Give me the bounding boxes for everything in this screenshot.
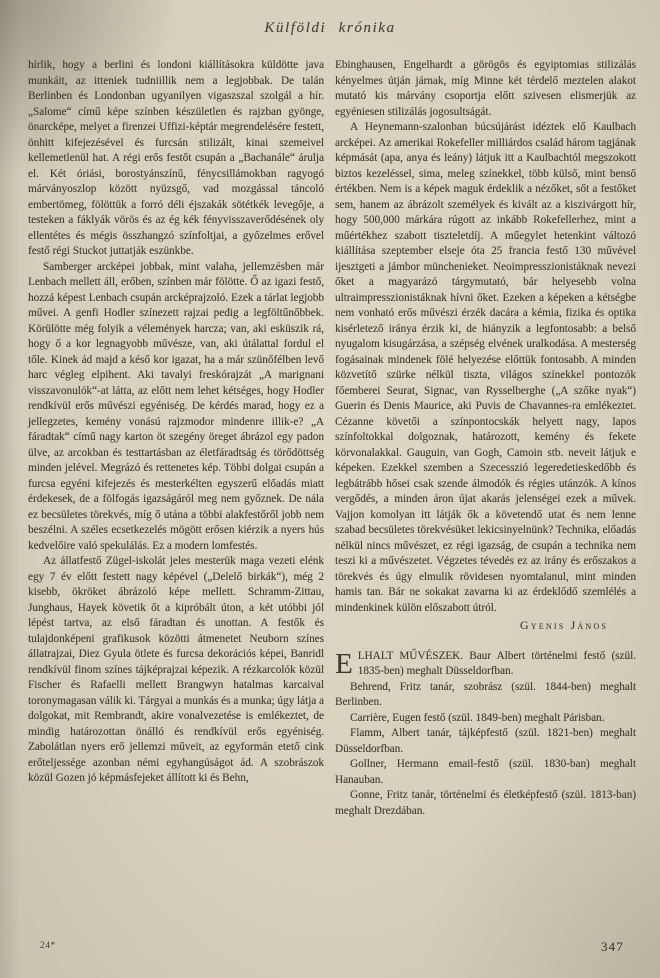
paragraph: Az állatfestő Zügel-iskolát jeles mesterük maga vezeti elénk egy 7 év előtt festett nagy képével („Delelő birkák“), még 2 kisebb, ökröket ábrázoló képe mellett. Schramm-Zittau, Junghaus, Hayek követik őt a kipróbált úton, a két utóbbi jól lépést tartva, az első fáradtan és unottan. A festők és tulajdonképeni grafikusok közötti átmenetet Neuborn színes állatrajzai, Diez Gyula ötlete és furcsa dekorációs képei, Banridl rendkívül finom színes tájképrajzai képezik. A rézkarcolók közül Fischer és Rafaelli mellett Brangwyn hatalmas karcaival toronymagasan válik ki. Tárgyai a munkás és a munka; úgy látja a dolgokat, mit Rembrandt, akire vonalvezetése is emlékeztet, de mindig határozottan önálló és rendkívül erős egyéniség. Zabolátlan nyers erő jellemzi műveit, az egyformán etető cink erőteljessége azonban némi egyhangúságot ád. A szobrászok közül Gozen jó képmásfejeket állított ki és Behn, xyxy=(28,555,324,784)
paragraph: Ebinghausen, Engelhardt a görögös és egyiptomias stilizálás kényelmes útján járnak, míg Minne két térdelő meztelen alakot mutató kis márvány csoportja előtt szivesen elismerjük az egyéniesen stilizálás jogosultságát. xyxy=(335,59,636,118)
obituary-entry: Carrière, Eugen festő (szül. 1849-ben) meghalt Párisban. xyxy=(350,711,605,724)
paragraph: Samberger arcképei jobbak, mint valaha, jellemzésben már Lenbach mellett áll, erőben, színben már fölötte. Ő az igazi festő, hozzá képest Lenbach csupán arcképrajzoló. Ezek a tárlat legjobb művei. A genfi Hodler színezett rajzai pedig a legföltűnőbbek. Körülötte még folyik a vélemények harcza; van, aki esküszik rá, hogy ő a kor legnagyobb művésze, van, aki útálattal fordul el tőle. Kinek ád majd a késő kor igazat, ha a már szünőfélben levő harc végleg elpihent. Aki tavalyi freskórajzát „A marignani visszavonulók“-at látta, az előtt nem lehet kétséges, hogy Hodler rendkívül erős művészi egyéniség. De kérdés marad, hogy ez a jellegzetes, kemény vonású rajzmodor mindenre illik-e? „A fáradtak“ című nagy karton öt szegény öreget ábrázol egy padon ülve, az arcokban és testtartásban az életfáradtság és törődöttség minden jelével. Megrázó és rettenetes kép. Többi dolgai csupán a furcsa egyéni kifejezés és mesterkélten egyszerű előadás miatt érdekesek, de a fölfogás igazságáról meg nem győznek. De nála ez becsületes törekvés, míg ő utána a többi alakfestőről jobb nem beszélni. A széles ecsetkezelés mögött erősen kiérzik a nyers hús kedvelőire való spekulálás. Ez a modern lomfestés. xyxy=(28,260,324,552)
dropcap-initial: E xyxy=(335,647,353,680)
page-title: Külföldi krónika xyxy=(264,20,396,36)
paragraph: A Heynemann-szalonban búcsújárást idéztek elő Kaulbach arcképei. Az amerikai Rokefeller milliárdos család három tagjának képmását (apa, anya és leány) látjuk itt a Kaulbachtól megszokott biztos kezeléssel, sima, meleg színekkel, több külső, mint benső értékben. Nem is a képek maguk érdeklik a nézőket, sőt a festőket sem, hanem az ábrázolt személyek és kivált az a kiszivárgott hír, hogy 500,000 márkára rúgott az inkább Rokefellerhez, mint a műértékhez szabott tiszteletdíj. A műegylet hetenkint változó kiállítása szeptember elseje óta 25 francia festő 130 művével ijesztgeti a jámbor münchenieket. Neoimpresszionistáknak nevezi őket a magyarázó tárgymutató, bár helyesebb volna ultraimpresszionistáknak hívni őket. Ezeken a képeken a kétségbe nem vonható erős művészi érzék dacára a kémia, fizika és optika kisérletező iránya érzik ki, de hiányzik a legfontosabb: a belső nyugalom kisugárzása, a szépség elvének uralkodása. A mesterség fogásainak mindenek fölé helyezése előttük fontosabb. A minden közvetítő szürke nélkül tiszta, világos színekkel pontozók főemberei Seurat, Signac, van Rysselberghe („A szőke nyak“) Guerin és Denis Maurice, aki Puvis de Chavannes-ra emlékeztet. Cézanne követői a színpontocskák helyett nagy, lapos színfoltokkal dolgoznak, határozott, kemény és fekete körvonalakkal. Gauguin, van Gogh, Camoin stb. neveit látjuk e képeken. Ezekkel szemben a Szecesszió legeredetieskedőbb és legbátrább hősei csak szende álmodók és régies utánzók. A kínos vergődés, a minden áron újat akarás jelenségei ezek a művek. Vajjon komolyan itt látják ők a követendő utat és nem lenne szabad becsületes törekvésüket lekicsinyelnünk? Technika, előadás nélkül nincs művészet, ez régi igazság, de csupán a technika nem teszi ki a művészetet. Végzetes tévedés ez az irány és erőszakos a törekvés és úgy elmulik rövidesen nyomtalanul, mint minden hamis tan. Bár ne sokakat zavarna ki az érdeklődő szemlélés a mindenkinek külön előszabott útról. xyxy=(335,121,636,614)
obituary-entry: Behrend, Fritz tanár, szobrász (szül. 1844-ben) meghalt Berlinben. xyxy=(335,680,636,708)
page-number: 347 xyxy=(600,939,624,954)
paragraph: hírlik, hogy a berlini és londoni kiállításokra küldötte java munkáit, az itteniek tudniillik nem a legjobbak. De talán Berlinben és Londonban ugyanilyen vigaszszal szolgál a hír. „Salome“ című képe színben készületlen és rajzban gyönge, önarcképe, melyet a firenzei Uffizi-képtár megrendelésére festett, önhitt kifejezésével és furcsán stilizált, kinai szemeivel kellemetlenül hat. A régi erős festőt csupán a „Bachanále“ árulja el. Két óriási, borostyánszínű, fénycsillámokban ragyogó márványoszlop között nyüzsgő, vad mozgással táncoló embertömeg, fölöttük a forró déli éjszakák sötétkék levegője, a testeken a fáklyák vörös és az ég kék fényvisszaverődésének oly ellentétes és mégis összhangzó színfoltjai, a győzelmes erővel festő régi Stuckot juttatják eszünkbe. xyxy=(28,59,324,257)
obituary-entry: Gonne, Fritz tanár, történelmi és életképfestő (szül. 1813-ban) meghalt Drezdában. xyxy=(335,789,636,817)
left-column xyxy=(28,58,324,819)
obituary-entry: Flamm, Albert tanár, tájképfestő (szül. 1821-ben) meghalt Düsseldorfban. xyxy=(335,727,636,755)
byline: Gyenis János xyxy=(519,618,608,632)
obituary-lead-text: LHALT MŰVÉSZEK. Baur Albert történelmi festő (szül. 1835-ben) meghalt Düsseldorfban. xyxy=(357,649,636,677)
text-columns xyxy=(28,58,636,819)
right-column xyxy=(335,58,636,819)
signature-mark: 24* xyxy=(40,941,56,951)
obituary-entry: Gollner, Hermann email-festő (szül. 1830-ban) meghalt Hanauban. xyxy=(335,758,636,786)
obituary-lead-paragraph xyxy=(335,649,636,680)
